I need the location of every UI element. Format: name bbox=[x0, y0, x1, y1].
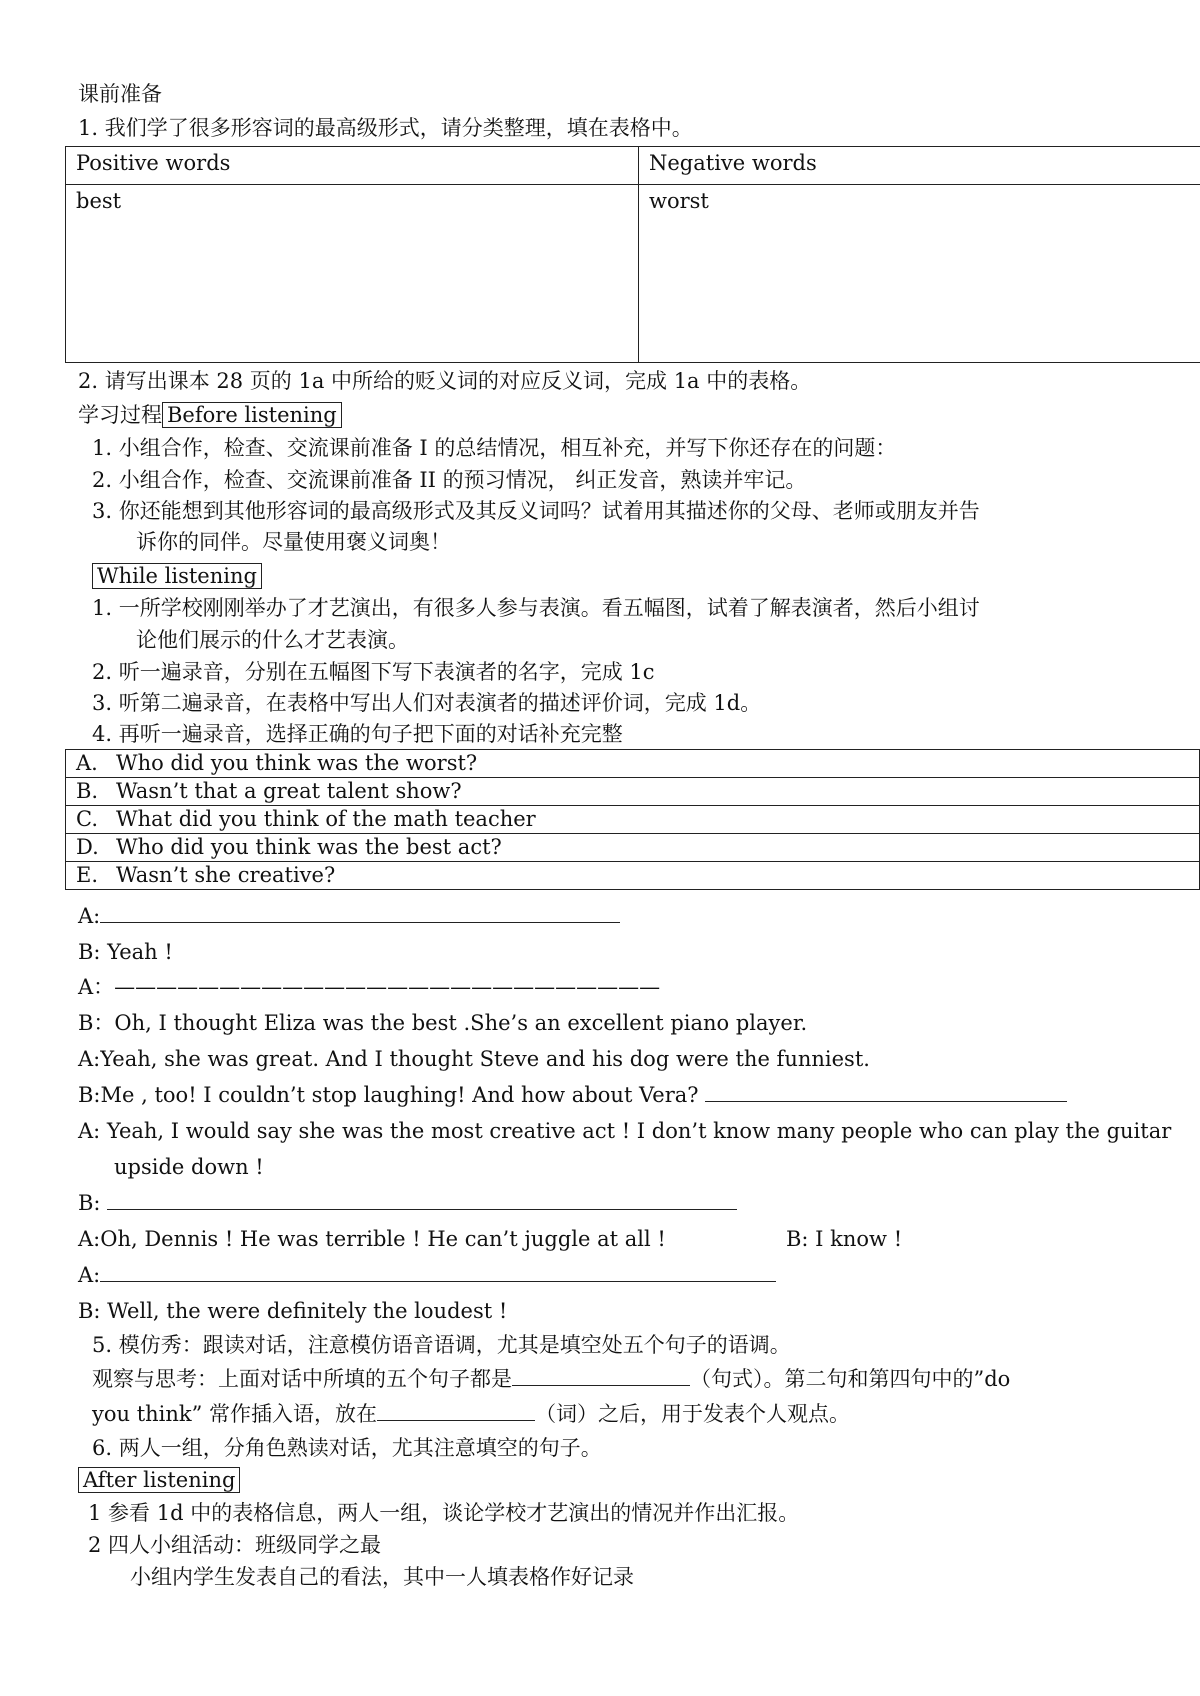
while-item-3: 3. 听第二遍录音，在表格中写出人们对表演者的描述评价词，完成 1d。 bbox=[92, 691, 762, 715]
while-item-2: 2. 听一遍录音，分别在五幅图下写下表演者的名字，完成 1c bbox=[92, 660, 655, 684]
observe-line-1 bbox=[92, 1365, 1010, 1393]
dialogue-line-9: A:Oh, Dennis ! He was terrible ! He can’t juggle at all ! bbox=[78, 1227, 666, 1251]
dialogue-line-5: A:Yeah, she was great. And I thought Steve and his dog were the funniest. bbox=[78, 1047, 870, 1071]
table-cell-positive: best bbox=[66, 185, 639, 363]
observe-line-2 bbox=[92, 1400, 850, 1428]
option-e bbox=[66, 862, 1200, 890]
option-text: Wasn’t she creative? bbox=[116, 863, 336, 887]
prep-item-2: 2. 请写出课本 28 页的 1a 中所给的贬义词的对应反义词，完成 1a 中的表格。 bbox=[78, 369, 812, 393]
after-item-1: 1 参看 1d 中的表格信息，两人一组，谈论学校才艺演出的情况并作出汇报。 bbox=[88, 1501, 800, 1525]
practice-item-6: 6. 两人一组，分角色熟读对话，尤其注意填空的句子。 bbox=[92, 1436, 602, 1460]
while-item-1: 1. 一所学校刚刚举办了才艺演出，有很多人参与表演。看五幅图，试着了解表演者，然后小组讨 bbox=[92, 596, 980, 620]
before-listening-title: Before listening bbox=[162, 402, 342, 428]
option-text: Wasn’t that a great talent show? bbox=[116, 779, 462, 803]
dialogue-line-3: A：—————————————————————————— bbox=[78, 975, 661, 999]
before-item-2: 2. 小组合作，检查、交流课前准备 II 的预习情况， 纠正发音，熟读并牢记。 bbox=[92, 468, 807, 492]
option-letter: B. bbox=[76, 779, 99, 803]
dialogue-line-2: B: Yeah ! bbox=[78, 940, 173, 964]
speaker-a: A: bbox=[78, 904, 101, 928]
option-letter: A. bbox=[76, 751, 98, 775]
dialogue-line-7-cont: upside down ! bbox=[114, 1155, 264, 1179]
observe-text-2a: you think” 常作插入语，放在 bbox=[92, 1402, 378, 1426]
option-letter: E. bbox=[76, 863, 99, 887]
speaker-b: B: bbox=[78, 1191, 101, 1215]
dialogue-line-7: A: Yeah, I would say she was the most creative act ! I don’t know many people who can play the guitar bbox=[78, 1119, 1172, 1143]
while-listening-title: While listening bbox=[92, 563, 262, 589]
observe-text-2b: （词）之后，用于发表个人观点。 bbox=[535, 1402, 851, 1426]
option-letter: C. bbox=[76, 807, 98, 831]
answer-blank-5[interactable] bbox=[100, 1261, 776, 1282]
option-text: Who did you think was the best act? bbox=[116, 835, 502, 859]
dialogue-line-9-b: B: I know ! bbox=[786, 1227, 903, 1251]
words-table bbox=[65, 146, 1200, 363]
before-item-3: 3. 你还能想到其他形容词的最高级形式及其反义词吗？试着用其描述你的父母、老师或朋友并告 bbox=[92, 499, 980, 523]
option-text: What did you think of the math teacher bbox=[116, 807, 536, 831]
option-a bbox=[66, 750, 1200, 778]
answer-blank-1[interactable] bbox=[100, 902, 620, 923]
observe-text-1a: 观察与思考：上面对话中所填的五个句子都是 bbox=[92, 1367, 512, 1391]
process-label-text: 学习过程 bbox=[78, 403, 162, 427]
section-title-prep: 课前准备 bbox=[78, 82, 162, 106]
while-item-1-cont: 论他们展示的什么才艺表演。 bbox=[136, 628, 409, 652]
answer-blank-4[interactable] bbox=[107, 1189, 737, 1210]
dialogue-line-1 bbox=[78, 902, 620, 930]
dialogue-line-11: B: Well, the were definitely the loudest ! bbox=[78, 1299, 508, 1323]
answer-blank-3[interactable] bbox=[705, 1081, 1067, 1102]
options-table bbox=[65, 749, 1200, 890]
process-label bbox=[78, 401, 342, 429]
before-item-3-cont: 诉你的同伴。尽量使用褒义词奥！ bbox=[136, 530, 451, 554]
dialogue-line-6 bbox=[78, 1081, 1067, 1109]
table-cell-negative: worst bbox=[639, 185, 1200, 363]
dialogue-line-10 bbox=[78, 1261, 776, 1289]
before-item-1: 1. 小组合作，检查、交流课前准备 I 的总结情况，相互补充，并写下你还存在的问题： bbox=[92, 436, 897, 460]
after-item-2: 2 四人小组活动：班级同学之最 bbox=[88, 1533, 382, 1557]
dialogue-line-6-text: B:Me , too! I couldn’t stop laughing! And how about Vera? bbox=[78, 1083, 699, 1107]
observe-text-1b: （句式）。第二句和第四句中的”do bbox=[690, 1367, 1011, 1391]
dialogue-line-8 bbox=[78, 1189, 737, 1217]
speaker-a: A: bbox=[78, 1263, 101, 1287]
dialogue-line-4: B：Oh, I thought Eliza was the best .She’s an excellent piano player. bbox=[78, 1011, 808, 1035]
table-header-negative: Negative words bbox=[639, 147, 1200, 185]
after-item-2-cont: 小组内学生发表自己的看法，其中一人填表格作好记录 bbox=[130, 1565, 634, 1589]
while-listening-heading bbox=[92, 562, 262, 590]
option-text: Who did you think was the worst? bbox=[116, 751, 478, 775]
option-d bbox=[66, 834, 1200, 862]
prep-item-1: 1. 我们学了很多形容词的最高级形式，请分类整理，填在表格中。 bbox=[78, 116, 693, 140]
while-item-4: 4. 再听一遍录音，选择正确的句子把下面的对话补充完整 bbox=[92, 722, 623, 746]
after-listening-title: After listening bbox=[78, 1467, 240, 1493]
after-listening-heading bbox=[78, 1466, 240, 1494]
word-blank[interactable] bbox=[377, 1400, 535, 1421]
practice-item-5: 5. 模仿秀：跟读对话，注意模仿语音语调，尤其是填空处五个句子的语调。 bbox=[92, 1333, 791, 1357]
option-b bbox=[66, 778, 1200, 806]
option-letter: D. bbox=[76, 835, 99, 859]
table-header-positive: Positive words bbox=[66, 147, 639, 185]
sentence-type-blank[interactable] bbox=[512, 1365, 690, 1386]
option-c bbox=[66, 806, 1200, 834]
